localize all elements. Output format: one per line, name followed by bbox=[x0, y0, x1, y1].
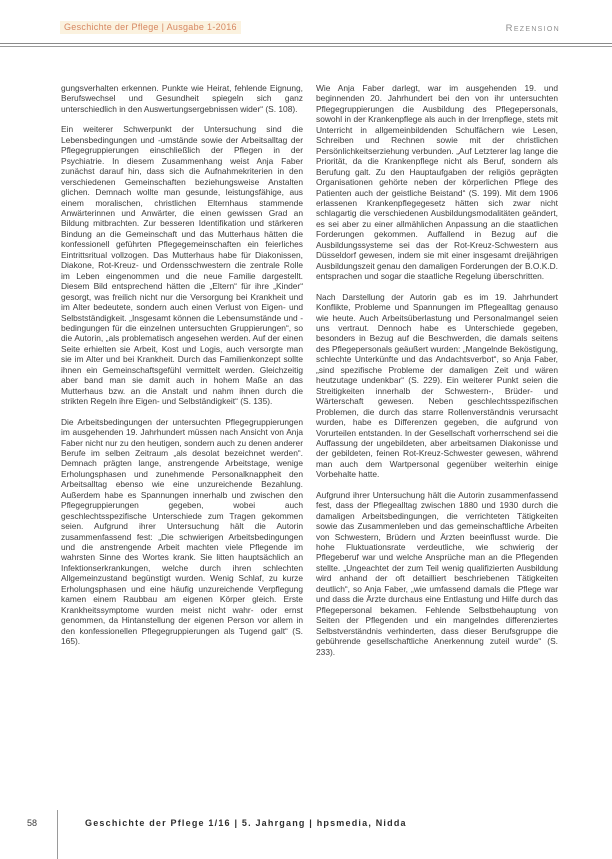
header-rule bbox=[0, 43, 612, 47]
body-paragraph: Die Arbeitsbedingungen der untersuchten Pflegegruppierungen im ausgehenden 19. Jahrhundert müssen nach Ansicht von Anja Faber nicht nur zu den heutigen, sondern auch zu denen anderer Berufe im selben Zeitraum „als desolat bezeichnet werden“. Demnach prägten lange, anstrengende Arbeitstage, wenige Erholungsphasen und zunehmende Personalknappheit den Arbeitsalltag ebenso wie eine unzureichende Bezahlung. Außerdem habe es Spannungen innerhalb und zwischen den Pflegegruppierungen gegeben, wobei auch geschlechtsspezifische Unterschiede zum Tragen gekommen seien. Aufgrund ihrer Untersuchung hält die Autorin zusammenfassend fest: „Die schwierigen Arbeitsbedingungen und die anstrengende Arbeit machten viele Pflegende im wahrsten Sinne des Wortes krank. Sie litten hauptsächlich an Infektionserkrankungen, welche durch ihren schlechten Allgemeinzustand begünstigt wurden. Wenig Schlaf, zu kurze Erholungsphasen und eine häufig unzureichende Verpflegung kamen einem Raubbau am eigenen Körper gleich. Erste Krankheitssymptome wurden meist nicht wahr- oder ernst genommen, da Hintanstellung der eigenen Person vor allem in den konfessionellen Pflegegruppierungen als Tugend galt“ (S. 165). bbox=[61, 416, 303, 647]
footer-divider bbox=[57, 810, 58, 859]
body-paragraph: gungsverhalten erkennen. Punkte wie Heirat, fehlende Eignung, Berufswechsel und Gesundheit spiegeln sich ganz unterschiedlich in den Auswertungsergebnissen wider“ (S. 108). bbox=[61, 83, 303, 114]
body-paragraph: Aufgrund ihrer Untersuchung hält die Autorin zusammenfassend fest, dass der Pflegealltag zwischen 1880 und 1930 durch die damaligen Arbeitsbedingungen, die verrichteten Tätigkeiten sowie das Zusammenleben und das gemeinschaftliche Arbeiten von Schwestern, Brüdern und Ärzten beeinflusst wurde. Die hohe Fluktuationsrate verdeutliche, wie schwierig der Pflegeberuf war und welche Ansprüche man an die Pflegenden stellte. „Ungeachtet der zum Teil wenig qualifizierten Ausbildung wird anhand der oft detailliert beschriebenen Tätigkeiten deutlich“, so Anja Faber, „wie umfassend damals die Pflege war und dass die Ärzte durchaus eine Entlastung und Hilfe durch das Pflegepersonal bekamen. Fehlende Selbstbehauptung von Seiten der Pflegenden und ein mangelndes differenziertes Selbstverständnis verhinderten, dass dieser Berufsgruppe die gebührende gesellschaftliche Anerkennung zuteil wurde“ (S. 233). bbox=[316, 489, 558, 657]
section-label: Rezension bbox=[505, 23, 560, 34]
body-paragraph: Ein weiterer Schwerpunkt der Untersuchung sind die Lebensbedingungen und -umstände sowie der Arbeitsalltag der Pflegegruppierungen einschließlich der Pflegen in der Psychiatrie. In diesem Zusammenhang weist Anja Faber zunächst darauf hin, dass sich die Aufnahmekriterien in den verschiedenen Gemeinschaften beziehungsweise Anstalten glichen. Demnach wollte man gesunde, leistungsfähige, aus einem moralischen, christlichen Elternhaus stammende Anwärterinnen und Anwärter, die einen gewissen Grad an Bildung mitbrachten. Zur besseren Identifikation und stärkeren Bindung an die Gemeinschaft und das Mutterhaus hätten die konfessionell geführten Pflegegemeinschaften ein feierliches Eintrittsritual vollzogen. Das Mutterhaus habe für Diakonissen, Diakone, Rot-Kreuz- und Ordensschwestern die zentrale Rolle im Leben eingenommen und die neue Familie dargestellt. Diesem Bild entsprechend hätten die „Eltern“ für ihre „Kinder“ gesorgt, was freilich nicht nur die Versorgung bei Krankheit und im Alter bedeutete, sondern auch einen Verlust von Eigen- und Selbstständigkeit. „Insgesamt können die Lebensumstände und -bedingungen für die einzelnen untersuchten Gruppierungen“, so die Autorin, „als problematisch angesehen werden. Auf der einen Seite erhielten sie Arbeit, Kost und Logis, auch versorgte man sie im Alter und bei Krankheit. Durch das Familienkonzept sollte ihnen ein Gemeinschaftsgefühl vermittelt werden. Gleichzeitig aber band man sie damit auch in hohem Maße an das Mutterhaus bzw. an die Anstalt und nahm ihnen durch die strikten Regeln ihre Eigen- und Selbständigkeit“ (S. 135). bbox=[61, 124, 303, 407]
article-body bbox=[61, 83, 558, 657]
body-paragraph: Nach Darstellung der Autorin gab es im 19. Jahrhundert Konflikte, Probleme und Spannungen im Pflegealltag genauso wie heute. Auch Arbeitsüberlastung und Personalmangel seien uns vertraut. Dennoch habe es Unterschiede gegeben, besonders in Bezug auf die Beschwerden, die damals seitens des Pflegepersonals geäußert wurden: „Mangelnde Beköstigung, schlechte Unterkünfte und das Andachtsverbot“, so Anja Faber, „sind spezifische Probleme der damaligen Zeit und wären heutzutage undenkbar“ (S. 229). Ein weiterer Punkt seien die Streitigkeiten innerhalb der Schwestern-, Brüder- und Wärterschaft gewesen. Neben geschlechtsspezifischen Problemen, die durch das starre Rollenverständnis verursacht wurden, habe es Differenzen gegeben, die aufgrund von Vorurteilen entstanden. In der Gesellschaft vorherrschend sei die Auffassung der ungebildeten, aber arbeitsamen Diakonisse und der gebildeten, feinen Rot-Kreuz-Schwester gewesen, während man auch dem Wartpersonal gegenüber weiterhin einige Vorbehalte hatte. bbox=[316, 291, 558, 480]
page-header bbox=[60, 22, 241, 32]
page-number: 58 bbox=[27, 818, 38, 828]
text-column-left bbox=[61, 83, 303, 657]
footer-imprint: Geschichte der Pflege 1/16 | 5. Jahrgang | hpsmedia, Nidda bbox=[85, 818, 407, 828]
journal-title: Geschichte der Pflege | Ausgabe 1-2016 bbox=[60, 21, 241, 34]
text-column-right bbox=[316, 83, 558, 657]
body-paragraph: Wie Anja Faber darlegt, war im ausgehenden 19. und beginnenden 20. Jahrhundert bei den von ihr untersuchten Pflegegruppierungen die Ausbildung des Pflegepersonals, sowohl in der Krankenpflege als auch in der Irrenpflege, stets mit Unterricht in allgemeinbildenden Schulfächern wie Lesen, Schreiben und Rechnen sowie mit der christlichen Persönlichkeitserziehung verbunden. „Auf Letzterer lag lange die Priorität, da die Krankenpflege nicht als Beruf, sondern als Berufung galt. Zu den Hauptaufgaben der religiös geprägten Organisationen gehörte neben der körperlichen Pflege des Patienten auch der geistliche Beistand“ (S. 199). Mit dem 1906 erlassenen Krankenpflegegesetz hätten sich zwar nicht schlagartig die verschiedenen Ausbildungsmodalitäten geändert, es sei aber zu einer allmählichen Anpassung an die staatlichen Forderungen gekommen. Auffallend in Bezug auf die Ausbildungssysteme sei das der Rot-Kreuz-Schwestern aus Düsseldorf gewesen, indem sie mit einer insgesamt dreijährigen Ausbildungszeit genau den damaligen Forderungen der B.O.K.D. entsprachen und sogar die staatliche Regelung überschritten. bbox=[316, 83, 558, 282]
